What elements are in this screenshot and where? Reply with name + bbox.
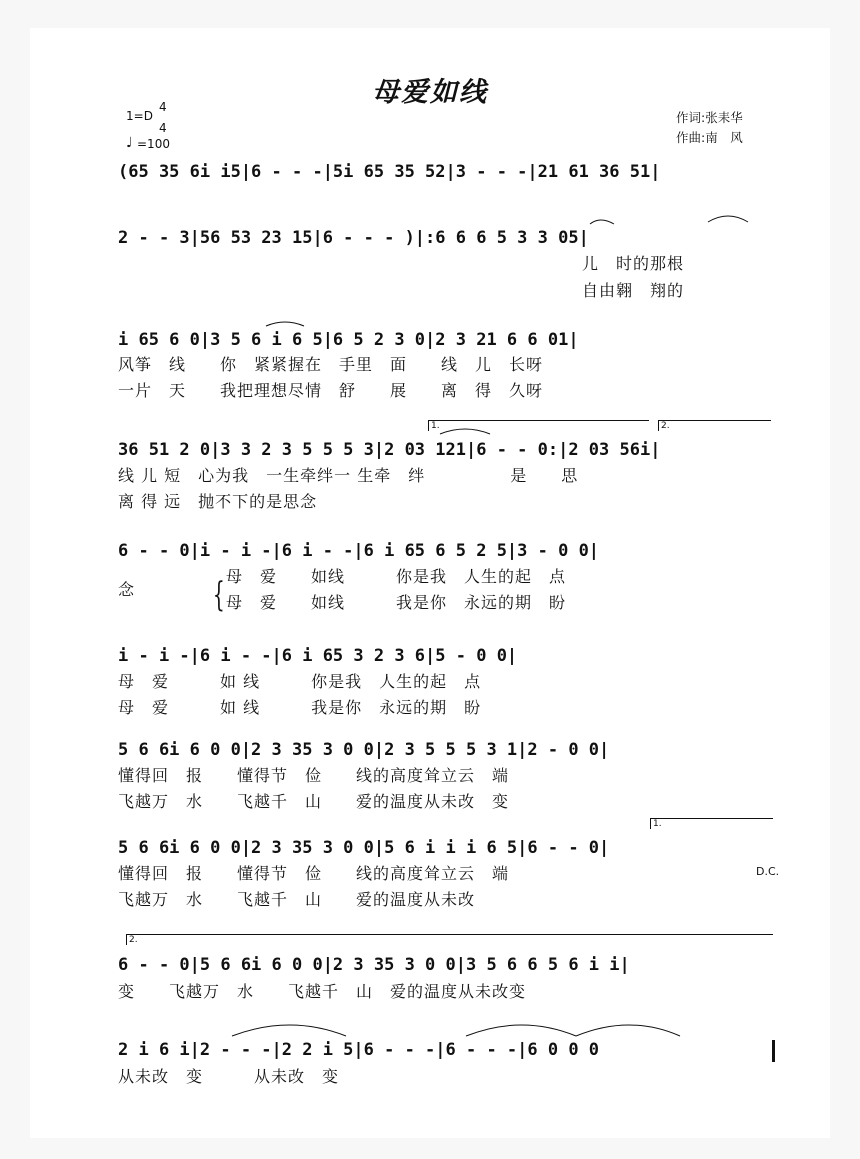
first-ending-number: 1. [431,421,440,431]
second-ending-number-2: 2. [129,935,138,945]
lyric-line-6a: 母 爱 如 线 你是我 人生的起 点 [118,672,482,691]
notation-line-8: 5 6 6i 6 0 0|2 3 35 3 0 0|5 6 i i i 6 5|6 - - 0| [118,838,610,858]
composer-credit: 作曲:南 风 [676,130,743,145]
lyric-line-4a: 线 儿 短 心为我 一生牵绊一 生牵 绊 是 思 [118,466,579,485]
notation-line-4: 36 51 2 0|3 3 2 3 5 5 5 3|2 03 121|6 - - 0:|2 03 56i| [118,440,661,460]
notation-line-10: 2 i 6 i|2 - - -|2 2 i 5|6 - - -|6 - - -|6 0 0 0 [118,1040,600,1060]
lyric-line-2b: 自由翱 翔的 [582,281,685,300]
notation-line-9: 6 - - 0|5 6 6i 6 0 0|2 3 35 3 0 0|3 5 6 6 5 6 i i| [118,955,630,975]
lyric-line-8a: 懂得回 报 懂得节 俭 线的高度耸立云 端 [118,864,510,883]
notation-line-1: (65 35 6i i5|6 - - -|5i 65 35 52|3 - - -|21 61 36 51| [118,162,661,182]
second-ending-number: 2. [661,421,670,431]
lyric-line-5b: 母 爱 如线 我是你 永远的期 盼 [226,593,567,612]
tempo-marking: =100 [137,137,170,151]
lyric-line-3b: 一片 天 我把理想尽情 舒 展 离 得 久呀 [118,381,544,400]
time-signature-bottom: 4 [159,121,167,135]
credits [676,108,743,148]
notation-line-5: 6 - - 0|i - i -|6 i - -|6 i 65 6 5 2 5|3 - 0 0| [118,541,600,561]
notation-line-3: i 65 6 0|3 5 6 i 6 5|6 5 2 3 0|2 3 21 6 6 01| [118,330,579,350]
lyric-line-5-start: 念 [118,580,136,599]
lyric-line-8b: 飞越万 水 飞越千 山 爱的温度从未改 [118,890,476,909]
notation-line-7: 5 6 6i 6 0 0|2 3 35 3 0 0|2 3 5 5 5 3 1|2 - 0 0| [118,740,610,760]
lyric-line-3a: 风筝 线 你 紧紧握在 手里 面 线 儿 长呀 [118,355,544,374]
notation-line-2: 2 - - 3|56 53 23 15|6 - - - )|:6 6 6 5 3 3 05| [118,228,589,248]
lyric-line-10: 从未改 变 从未改 变 [118,1067,340,1086]
lyricist-credit: 作词:张耒华 [676,110,743,125]
second-ending-bracket-2 [126,934,773,945]
lyric-line-5a: 母 爱 如线 你是我 人生的起 点 [226,567,567,586]
song-title: 母爱如线 [372,77,488,108]
first-ending-bracket-2 [650,818,773,829]
lyric-line-7a: 懂得回 报 懂得节 俭 线的高度耸立云 端 [118,766,510,785]
second-ending-bracket [658,420,771,431]
lyric-line-9: 变 飞越万 水 飞越千 山 爱的温度从未改变 [118,982,527,1001]
first-ending-bracket [428,420,649,431]
lyric-line-2a: 儿 时的那根 [582,254,685,273]
quarter-note-icon: ♩ [126,135,133,151]
notation-line-6: i - i -|6 i - -|6 i 65 3 2 3 6|5 - 0 0| [118,646,518,666]
lyric-line-7b: 飞越万 水 飞越千 山 爱的温度从未改 变 [118,792,510,811]
lyric-line-4b: 离 得 远 抛不下的是思念 [118,492,318,511]
time-signature-top: 4 [159,100,167,114]
da-capo-mark: D.C. [756,865,780,878]
lyric-line-6b: 母 爱 如 线 我是你 永远的期 盼 [118,698,482,717]
first-ending-number-2: 1. [653,819,662,829]
key-signature: 1=D [126,109,153,123]
lyric-brace: { [212,575,225,615]
